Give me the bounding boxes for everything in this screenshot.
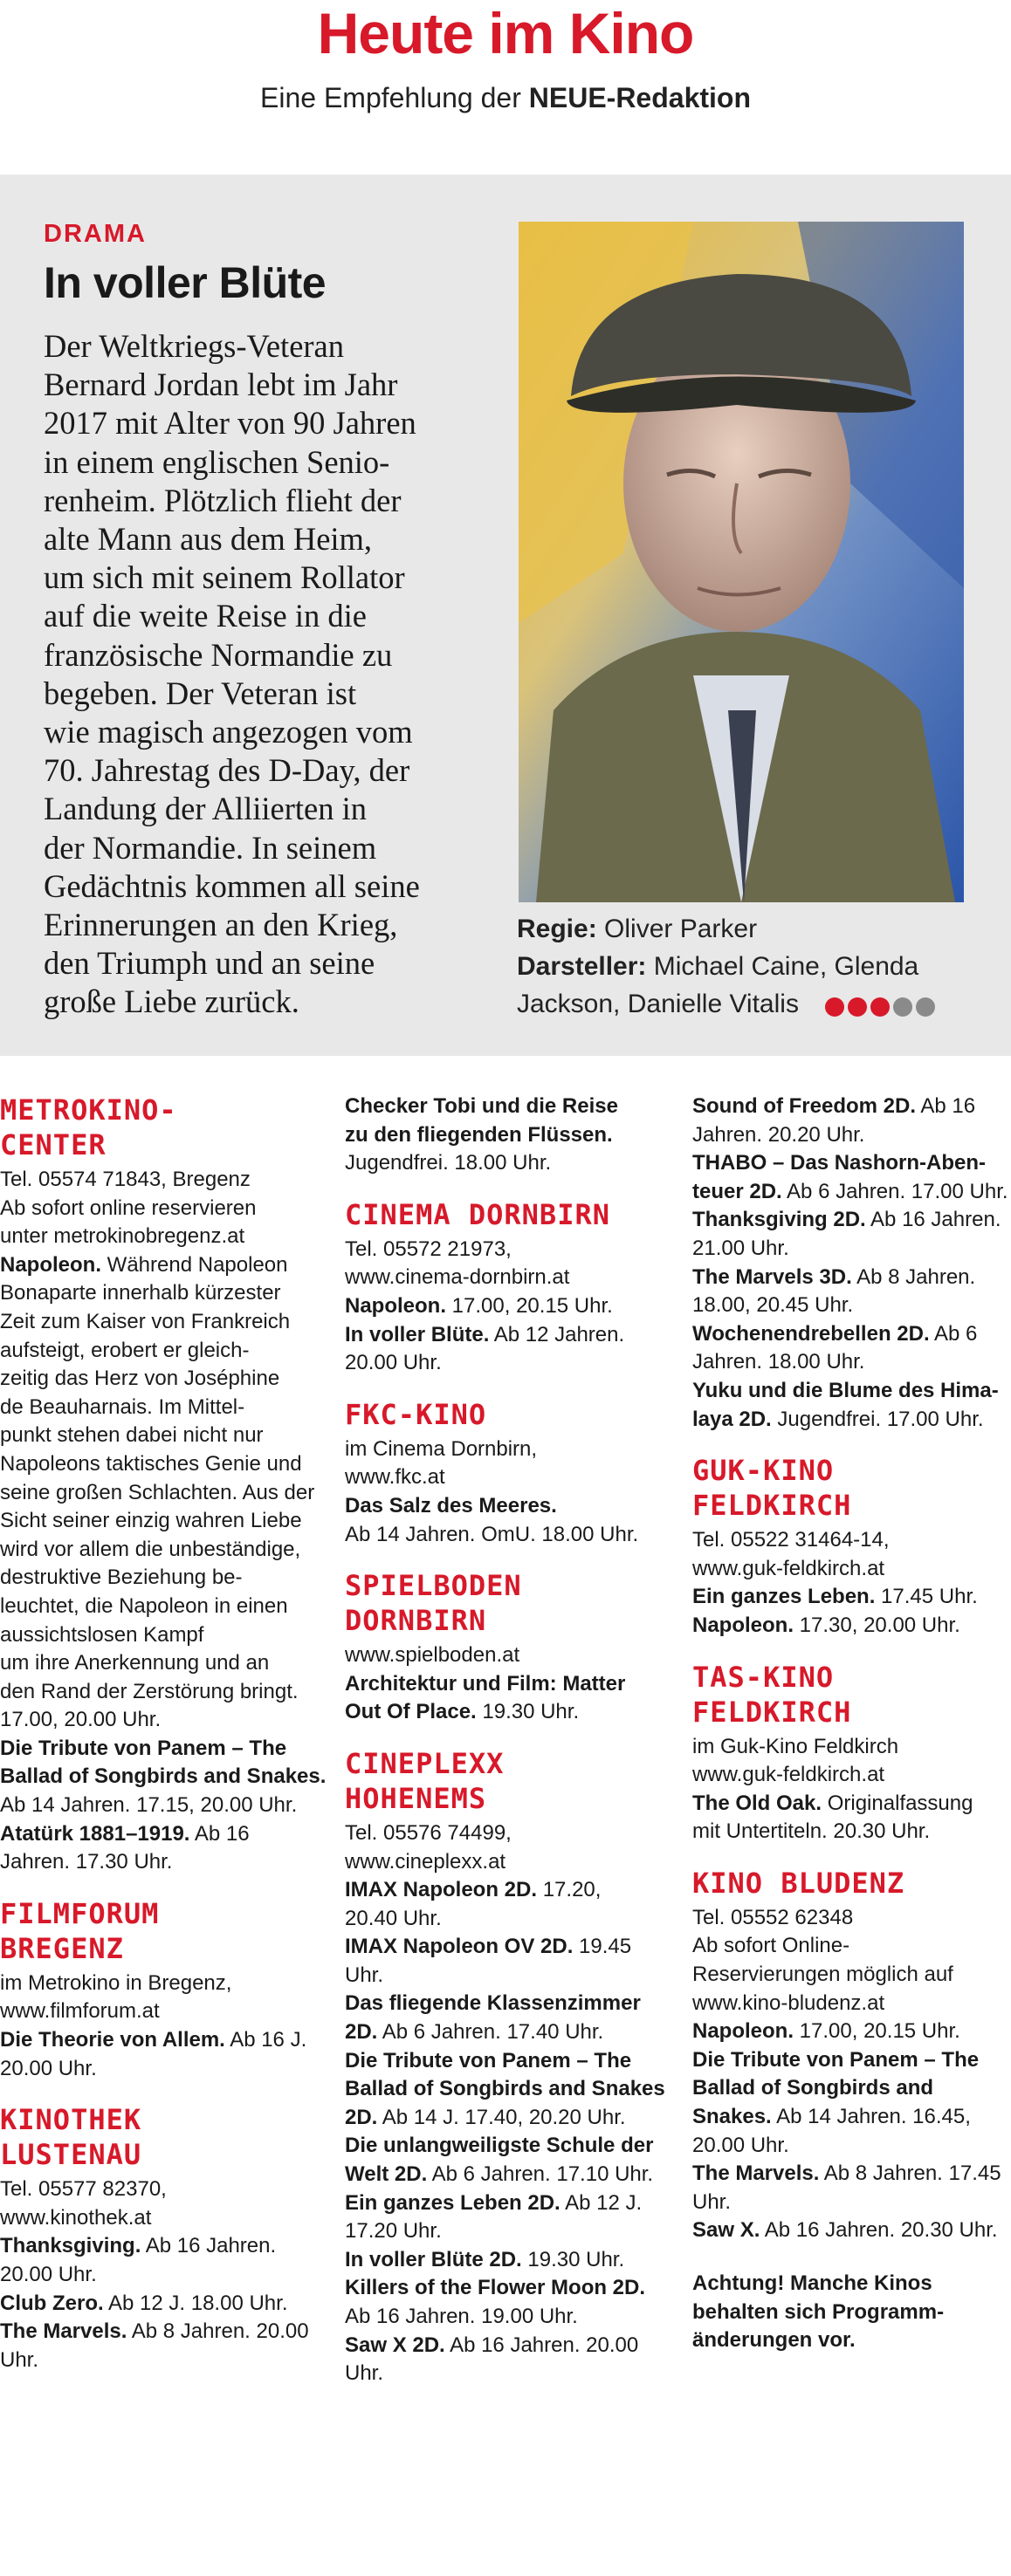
- cinema-name: GUK-KINO FELDKIRCH: [692, 1454, 852, 1523]
- cinema-name: CINEMA DORNBIRN: [345, 1197, 610, 1231]
- listing-line: Welt 2D. Ab 6 Jahren. 17.10 Uhr.: [345, 2162, 654, 2187]
- listing-line: Ab sofort online reservieren: [0, 1196, 257, 1220]
- listing-line: Jugendfrei. 18.00 Uhr.: [345, 1151, 552, 1175]
- synopsis-line: Gedächtnis kommen all seine: [44, 867, 420, 904]
- listing-line: Out Of Place. 19.30 Uhr.: [345, 1700, 580, 1724]
- listing-line: Die Theorie von Allem. Ab 16 J.: [0, 2028, 307, 2052]
- listing-line: destruktive Beziehung be-: [0, 1565, 243, 1590]
- listing-line: Die unlangweiligste Schule der: [345, 2134, 654, 2158]
- synopsis-line: Landung der Alliierten in: [44, 791, 367, 827]
- listing-line: www.spielboden.at: [345, 1643, 520, 1668]
- listing-line: aufsteigt, erobert er gleich-: [0, 1338, 250, 1362]
- cinema-block: [0, 1093, 327, 1877]
- listing-line: Uhr.: [0, 2347, 39, 2372]
- listing-line: Tel. 05576 74499,: [345, 1820, 512, 1845]
- listing-line: 2D. Ab 14 J. 17.40, 20.20 Uhr.: [345, 2105, 626, 2129]
- cinema-listings: [0, 1056, 1011, 2576]
- listing-line: unter metrokinobregenz.at: [0, 1224, 245, 1249]
- film-credits: Regie: Oliver Parker Darsteller: Michael Caine, Glenda Jackson, Danielle Vitalis: [517, 910, 988, 1024]
- cinema-block: [692, 1660, 1011, 1846]
- listing-line: Ab 14 Jahren. OmU. 18.00 Uhr.: [345, 1522, 639, 1546]
- rating-dots: [825, 987, 939, 1024]
- listing-line: um ihre Anerkennung und an: [0, 1651, 270, 1675]
- cinema-name: KINO BLUDENZ: [692, 1866, 905, 1900]
- listing-line: leuchtet, die Napoleon in einen: [0, 1593, 288, 1618]
- listing-line: punkt stehen dabei nicht nur: [0, 1423, 264, 1448]
- cinema-block: [345, 1568, 672, 1727]
- listing-line: IMAX Napoleon 2D. 17.20,: [345, 1878, 602, 1902]
- cinema-name: FILMFORUM BREGENZ: [0, 1896, 160, 1965]
- listing-line: Napoleons taktisches Genie und: [0, 1451, 302, 1476]
- listing-line: wird vor allem die unbeständige,: [0, 1537, 301, 1561]
- synopsis-line: der Normandie. In seinem: [44, 829, 377, 866]
- synopsis-line: renheim. Plötzlich flieht der: [44, 482, 402, 518]
- cinema-block: [345, 1093, 672, 1178]
- synopsis-line: in einem englischen Senio-: [44, 443, 390, 480]
- synopsis-line: große Liebe zurück.: [44, 983, 299, 1020]
- listing-line: Ballad of Songbirds and Snakes.: [0, 1764, 327, 1789]
- listing-line: zu den fliegenden Flüssen.: [345, 1122, 613, 1147]
- cinema-name: KINOTHEK LUSTENAU: [0, 2103, 142, 2172]
- listing-line: Thanksgiving. Ab 16 Jahren.: [0, 2234, 277, 2258]
- listing-line: 20.00 Uhr.: [0, 2056, 97, 2080]
- listing-line: Ab 16 Jahren. 19.00 Uhr.: [345, 2305, 578, 2328]
- listing-line: www.kino-bludenz.at: [692, 1990, 885, 2015]
- listing-line: Ballad of Songbirds and: [692, 2076, 934, 2100]
- listing-line: Tel. 05574 71843, Bregenz: [0, 1168, 251, 1191]
- listing-line: In voller Blüte. Ab 12 Jahren.: [345, 1322, 625, 1346]
- listing-line: Sicht seiner einzig wahren Liebe: [0, 1509, 302, 1533]
- listing-column-2: [345, 1093, 672, 2388]
- listing-line: de Beauharnais. Im Mittel-: [0, 1394, 245, 1419]
- listing-line: Uhr.: [345, 2361, 384, 2386]
- cinema-block: [692, 1093, 1011, 1434]
- listing-line: im Metrokino in Bregenz,: [0, 1970, 232, 1995]
- listing-line: Jahren. 17.30 Uhr.: [0, 1850, 173, 1874]
- listing-line: 20.00 Uhr.: [0, 2263, 97, 2286]
- synopsis-line: Der Weltkriegs-Veteran: [44, 328, 345, 364]
- listing-line: Das Salz des Meeres.: [345, 1493, 557, 1518]
- listing-line: The Marvels 3D. Ab 8 Jahren.: [692, 1264, 976, 1289]
- cinema-block: [345, 1397, 672, 1549]
- cinema-block: [345, 1197, 672, 1378]
- film-synopsis: [44, 327, 498, 1022]
- listing-line: 18.00, 20.45 Uhr.: [692, 1293, 854, 1318]
- listing-line: Wochenendrebellen 2D. Ab 6: [692, 1321, 978, 1346]
- listing-line: Tel. 05572 21973,: [345, 1237, 512, 1261]
- schedule-change-note: Achtung! Manche Kinos behalten sich Programm- änderungen vor.: [692, 2271, 945, 2353]
- listing-line: Ballad of Songbirds and Snakes: [345, 2077, 665, 2101]
- synopsis-line: begeben. Der Veteran ist: [44, 675, 357, 711]
- listing-line: Napoleon. 17.00, 20.15 Uhr.: [345, 1293, 613, 1318]
- listing-line: Ein ganzes Leben 2D. Ab 12 J.: [345, 2190, 643, 2215]
- page-title: Heute im Kino: [317, 1, 694, 65]
- film-cast: Michael Caine, Glenda: [646, 952, 919, 981]
- synopsis-line: um sich mit seinem Rollator: [44, 559, 405, 596]
- rating-dot-empty: [893, 997, 912, 1017]
- listing-line: zeitig das Herz von Joséphine: [0, 1367, 280, 1391]
- cinema-block: [0, 1896, 327, 2083]
- listing-line: www.guk-feldkirch.at: [692, 1556, 885, 1580]
- cinema-block: [692, 1453, 1011, 1640]
- listing-line: www.kinothek.at: [0, 2205, 152, 2230]
- listing-line: Thanksgiving 2D. Ab 16 Jahren.: [692, 1208, 1001, 1232]
- listing-line: 20.40 Uhr.: [345, 1906, 442, 1930]
- listing-line: Club Zero. Ab 12 J. 18.00 Uhr.: [0, 2291, 288, 2315]
- listing-line: Jahren. 20.20 Uhr.: [692, 1122, 865, 1147]
- page-header: [0, 0, 1011, 175]
- listing-line: 17.00, 20.00 Uhr.: [0, 1708, 162, 1732]
- listing-line: Saw X 2D. Ab 16 Jahren. 20.00: [345, 2333, 639, 2357]
- cinema-name: FKC-KINO: [345, 1397, 487, 1431]
- listing-line: Napoleon. Während Napoleon: [0, 1252, 288, 1277]
- synopsis-line: alte Mann aus dem Heim,: [44, 521, 373, 558]
- listing-line: Das fliegende Klassenzimmer: [345, 1991, 641, 2016]
- listing-line: Die Tribute von Panem – The: [345, 2048, 632, 2072]
- listing-line: Uhr.: [345, 1963, 384, 1987]
- listing-line: seine großen Schlachten. Aus der: [0, 1480, 315, 1504]
- film-title: In voller Blüte: [44, 258, 327, 307]
- subtitle-brand: NEUE-Redaktion: [528, 82, 751, 113]
- cinema-name: CINEPLEXX HOHENEMS: [345, 1746, 505, 1815]
- listing-line: Architektur und Film: Matter: [345, 1671, 626, 1696]
- synopsis-line: auf die weite Reise in die: [44, 598, 367, 634]
- listing-line: The Old Oak. Originalfassung: [692, 1791, 973, 1815]
- listing-line: 2D. Ab 6 Jahren. 17.40 Uhr.: [345, 2020, 604, 2045]
- listing-line: Yuku und die Blume des Hima-: [692, 1378, 999, 1402]
- listing-line: Snakes. Ab 14 Jahren. 16.45,: [692, 2105, 971, 2129]
- synopsis-line: 70. Jahrestag des D-Day, der: [44, 752, 410, 789]
- cinema-block: [692, 1866, 1011, 2245]
- featured-film: [0, 175, 1011, 1056]
- rating-dot-filled: [848, 997, 867, 1017]
- listing-line: www.cinema-dornbirn.at: [345, 1265, 570, 1290]
- film-genre: DRAMA: [44, 220, 147, 248]
- listing-line: Napoleon. 17.30, 20.00 Uhr.: [692, 1613, 960, 1637]
- synopsis-line: Erinnerungen an den Krieg,: [44, 907, 398, 943]
- listing-line: Uhr.: [692, 2189, 732, 2214]
- listing-line: 17.20 Uhr.: [345, 2219, 442, 2244]
- listing-line: mit Untertiteln. 20.30 Uhr.: [692, 1819, 931, 1844]
- rating-dot-empty: [916, 997, 935, 1017]
- listing-line: laya 2D. Jugendfrei. 17.00 Uhr.: [692, 1407, 984, 1431]
- cinema-name: SPIELBODEN DORNBIRN: [345, 1569, 522, 1638]
- listing-line: Die Tribute von Panem – The: [692, 2047, 980, 2072]
- synopsis-line: Bernard Jordan lebt im Jahr: [44, 367, 398, 403]
- listing-line: Sound of Freedom 2D. Ab 16: [692, 1094, 976, 1118]
- listing-line: 21.00 Uhr.: [692, 1236, 789, 1260]
- listing-line: www.filmforum.at: [0, 1999, 160, 2024]
- listing-line: Bonaparte innerhalb kürzester: [0, 1281, 281, 1305]
- film-cast-cont: Jackson, Danielle Vitalis: [517, 990, 799, 1018]
- listing-column-1: [0, 1093, 327, 2374]
- cinema-name: TAS-KINO FELDKIRCH: [692, 1660, 852, 1729]
- listing-line: www.fkc.at: [345, 1465, 445, 1490]
- listing-line: IMAX Napoleon OV 2D. 19.45: [345, 1935, 632, 1959]
- listing-line: THABO – Das Nashorn-Aben-: [692, 1151, 987, 1175]
- listing-line: Ab 14 Jahren. 17.15, 20.00 Uhr.: [0, 1793, 298, 1818]
- listing-line: Jahren. 18.00 Uhr.: [692, 1350, 865, 1374]
- listing-line: Tel. 05577 82370,: [0, 2177, 167, 2202]
- synopsis-line: wie magisch angezogen vom: [44, 714, 413, 750]
- listing-line: 20.00 Uhr.: [345, 1351, 442, 1375]
- listing-line: Ein ganzes Leben. 17.45 Uhr.: [692, 1585, 978, 1609]
- listing-line: Zeit zum Kaiser von Frankreich: [0, 1309, 291, 1333]
- listing-line: In voller Blüte 2D. 19.30 Uhr.: [345, 2247, 625, 2271]
- listing-line: Tel. 05522 31464-14,: [692, 1528, 890, 1552]
- listing-line: Tel. 05552 62348: [692, 1905, 854, 1929]
- listing-line: Napoleon. 17.00, 20.15 Uhr.: [692, 2019, 960, 2044]
- film-director: Oliver Parker: [596, 915, 758, 943]
- listing-line: Reservierungen möglich auf: [692, 1963, 953, 1987]
- listing-line: www.guk-feldkirch.at: [692, 1763, 885, 1787]
- listing-line: Ab sofort Online-: [692, 1934, 850, 1958]
- listing-line: den Rand der Zerstörung bringt.: [0, 1679, 299, 1703]
- cinema-block: [345, 1746, 672, 2388]
- listing-line: aussichtslosen Kampf: [0, 1622, 204, 1647]
- listing-line: im Guk-Kino Feldkirch: [692, 1734, 899, 1758]
- rating-dot-filled: [825, 997, 844, 1017]
- cinema-block: [0, 2102, 327, 2374]
- listing-line: www.cineplexx.at: [345, 1849, 506, 1874]
- listing-line: 20.00 Uhr.: [692, 2133, 789, 2157]
- synopsis-line: französische Normandie zu: [44, 636, 393, 673]
- listing-line: teuer 2D. Ab 6 Jahren. 17.00 Uhr.: [692, 1179, 1008, 1203]
- listing-column-3: [692, 1093, 1011, 2355]
- film-still-photo: [519, 222, 964, 902]
- film-still-illustration: [519, 222, 964, 902]
- listing-line: Checker Tobi und die Reise: [345, 1094, 618, 1118]
- synopsis-line: den Triumph und an seine: [44, 945, 375, 982]
- listing-line: Atatürk 1881–1919. Ab 16: [0, 1821, 250, 1846]
- listing-line: Killers of the Flower Moon 2D.: [345, 2276, 646, 2300]
- listing-line: The Marvels. Ab 8 Jahren. 17.45: [692, 2162, 1001, 2186]
- listing-line: The Marvels. Ab 8 Jahren. 20.00: [0, 2319, 309, 2344]
- cinema-name: METROKINO- CENTER: [0, 1093, 177, 1161]
- listing-line: Die Tribute von Panem – The: [0, 1736, 287, 1760]
- listing-line: im Cinema Dornbirn,: [345, 1436, 538, 1461]
- page-subtitle: Eine Empfehlung der NEUE-Redaktion: [260, 82, 751, 113]
- rating-dot-filled: [870, 997, 890, 1017]
- synopsis-line: 2017 mit Alter von 90 Jahren: [44, 405, 416, 442]
- listing-line: Saw X. Ab 16 Jahren. 20.30 Uhr.: [692, 2218, 998, 2243]
